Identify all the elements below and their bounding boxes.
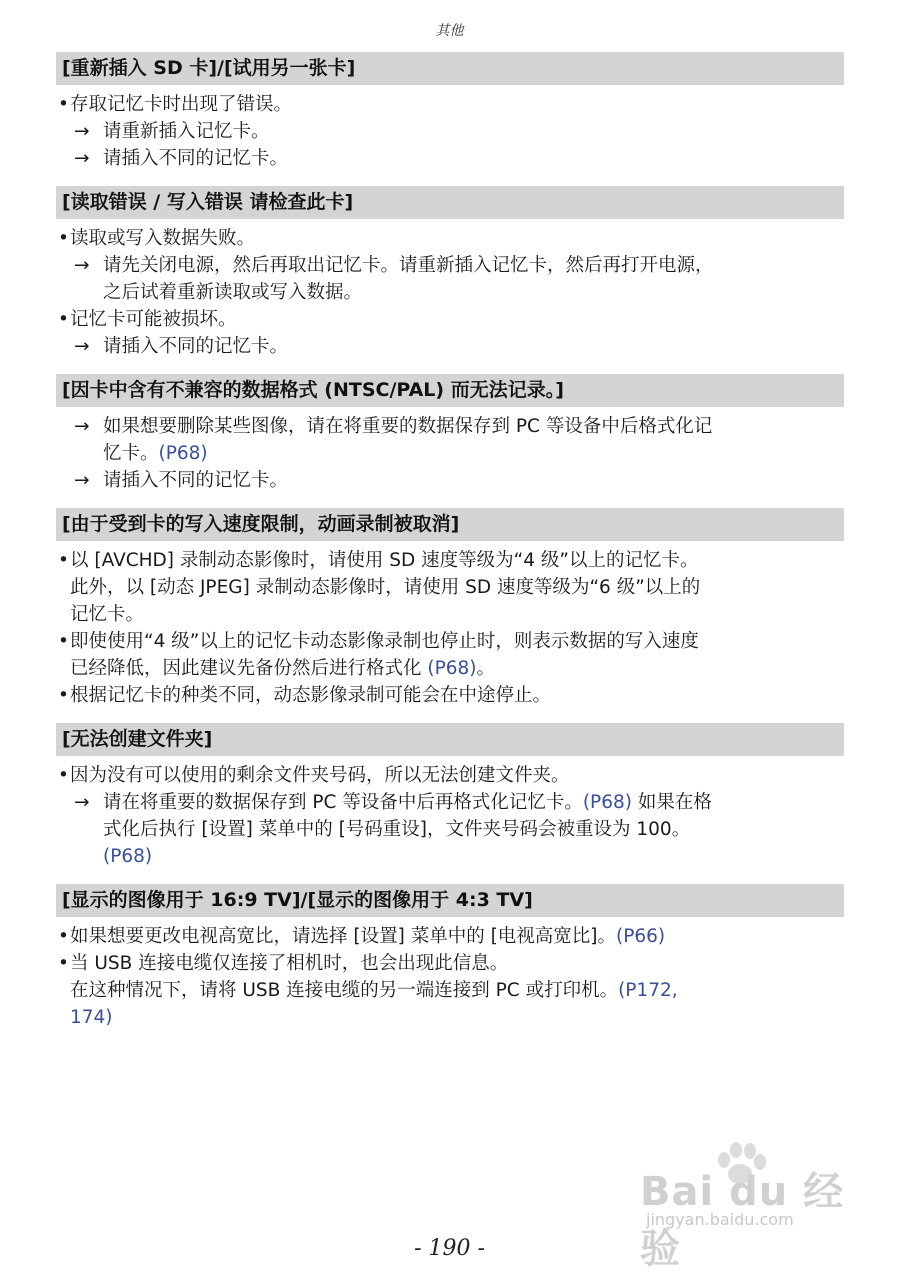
watermark-logo: Bai du 经验 [640,1169,845,1272]
bullet-icon: • [58,94,69,115]
section [56,884,844,1031]
continuation-line [56,655,844,682]
continuation-line [56,816,844,843]
continuation-line [56,977,844,1004]
bullet-item [56,91,844,118]
bullet-icon: • [58,765,69,786]
page-reference-link[interactable]: 174) [70,1007,113,1028]
bullet-item [56,682,844,709]
line-text: 如果想要更改电视高宽比，请选择 [设置] 菜单中的 [电视高宽比]。 [70,926,617,947]
section-heading: [无法创建文件夹] [56,723,844,756]
bullet-icon: • [58,309,69,330]
section [56,374,844,494]
line-text: 当 USB 连接电缆仅连接了相机时，也会出现此信息。 [70,953,509,974]
bullet-item [56,923,844,950]
bullet-icon: • [58,926,69,947]
arrow-item [56,789,844,816]
bullet-item [56,547,844,574]
line-text: 存取记忆卡时出现了错误。 [70,94,293,115]
page-reference-link[interactable]: (P68) [582,792,632,813]
continuation-line [56,440,844,467]
page-reference-link[interactable]: (P68) [158,443,208,464]
continuation-line [56,601,844,628]
arrow-right-icon: → [74,416,90,437]
line-text-after: 。 [476,658,496,679]
line-text: 因为没有可以使用的剩余文件夹号码，所以无法创建文件夹。 [70,765,570,786]
section-heading: [由于受到卡的写入速度限制，动画录制被取消] [56,508,844,541]
line-text: 请插入不同的记忆卡。 [103,470,289,491]
bullet-item [56,628,844,655]
line-text-after: 如果在格 [631,792,712,813]
arrow-right-icon: → [74,255,90,276]
page-number: - 190 - [414,1236,485,1261]
line-text: 式化后执行 [设置] 菜单中的 [号码重设]，文件夹号码会被重设为 100。 [103,819,691,840]
arrow-item [56,333,844,360]
continuation-line [56,279,844,306]
bullet-icon: • [58,953,69,974]
continuation-line [56,574,844,601]
line-text: 请插入不同的记忆卡。 [103,336,289,357]
arrow-right-icon: → [74,336,90,357]
bullet-icon: • [58,550,69,571]
bullet-item [56,950,844,977]
bullet-item [56,225,844,252]
arrow-item [56,413,844,440]
watermark-url: jingyan.baidu.com [646,1210,794,1229]
section [56,508,844,709]
section [56,723,844,870]
arrow-item [56,145,844,172]
line-text: 请在将重要的数据保存到 PC 等设备中后再格式化记忆卡。 [103,792,583,813]
document-body [56,52,844,1045]
bullet-item [56,306,844,333]
line-text: 在这种情况下，请将 USB 连接电缆的另一端连接到 PC 或打印机。 [70,980,619,1001]
line-text: 读取或写入数据失败。 [70,228,256,249]
arrow-right-icon: → [74,792,90,813]
page-reference-link[interactable]: (P172, [618,980,678,1001]
line-text: 请先关闭电源，然后再取出记忆卡。请重新插入记忆卡，然后再打开电源， [103,255,714,276]
arrow-item [56,118,844,145]
section-heading: [重新插入 SD 卡]/[试用另一张卡] [56,52,844,85]
arrow-item [56,467,844,494]
arrow-right-icon: → [74,121,90,142]
line-text: 请插入不同的记忆卡。 [103,148,289,169]
line-text: 如果想要删除某些图像，请在将重要的数据保存到 PC 等设备中后格式化记 [103,416,713,437]
page-reference-link[interactable]: (P68) [427,658,477,679]
line-text: 以 [AVCHD] 录制动态影像时，请使用 SD 速度等级为“4 级”以上的记忆卡。 [70,550,699,571]
line-text: 已经降低，因此建议先备份然后进行格式化 [70,658,428,679]
line-text: 即使使用“4 级”以上的记忆卡动态影像录制也停止时，则表示数据的写入速度 [70,631,699,652]
line-text: 忆卡。 [103,443,159,464]
line-text: 此外，以 [动态 JPEG] 录制动态影像时，请使用 SD 速度等级为“6 级”以上的 [70,577,701,598]
section [56,186,844,360]
bullet-item [56,762,844,789]
line-text: 请重新插入记忆卡。 [103,121,270,142]
bullet-icon: • [58,631,69,652]
continuation-line [56,1004,844,1031]
section-heading: [显示的图像用于 16:9 TV]/[显示的图像用于 4:3 TV] [56,884,844,917]
arrow-item [56,252,844,279]
line-text: 记忆卡可能被损坏。 [70,309,237,330]
line-text: 记忆卡。 [70,604,145,625]
arrow-right-icon: → [74,470,90,491]
line-text: 根据记忆卡的种类不同，动态影像录制可能会在中途停止。 [70,685,552,706]
line-text: 之后试着重新读取或写入数据。 [103,282,363,303]
section-heading: [读取错误 / 写入错误 请检查此卡] [56,186,844,219]
bullet-icon: • [58,228,69,249]
page-reference-link[interactable]: (P66) [616,926,666,947]
page-header: 其他 [435,23,464,39]
page-reference-link[interactable]: (P68) [103,846,153,867]
continuation-line [56,843,844,870]
watermark [640,1140,850,1272]
arrow-right-icon: → [74,148,90,169]
section [56,52,844,172]
section-heading: [因卡中含有不兼容的数据格式 (NTSC/PAL) 而无法记录。] [56,374,844,407]
bullet-icon: • [58,685,69,706]
